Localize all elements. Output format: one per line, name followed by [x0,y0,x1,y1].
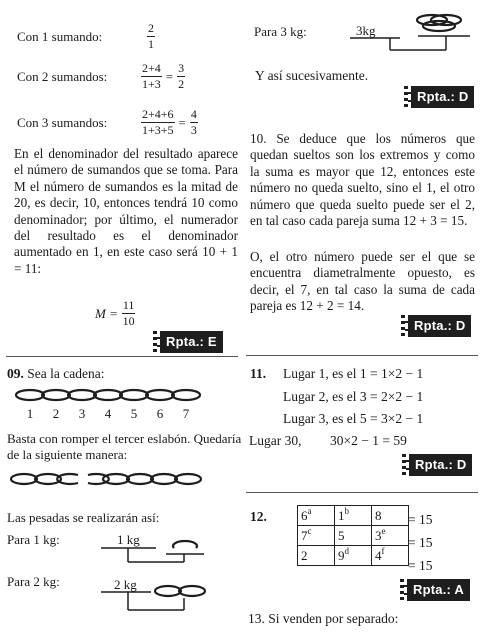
problem-13-text [248,611,398,627]
divider [6,356,238,357]
denominator: 1+3 [142,77,161,91]
para-2kg-label: Para 2 kg: [7,574,60,589]
cell-label: a [307,506,312,516]
balance-3kg [346,6,476,56]
weight-label: 3kg [356,23,376,38]
answer-badge: Rpta.: D [406,454,472,476]
grid-cell [372,506,409,526]
explanation-paragraph: En el denominador del resultado aparece el número de sumandos que se toma. Para M el número de sumandos es la mitad de 20, es decir, 10, entonces tendrá 10 como denominador; por último, el numerador del resultado es el denominador aumentado en 1, en este caso será 10 + 1 = 11: [14,146,238,276]
para-3kg-label: Para 3 kg: [254,24,307,39]
numerator: 2+4+6 [142,107,174,121]
fraction [122,299,136,328]
denominator: 1 [148,37,154,51]
problem-text: Sea la cadena: [27,366,105,381]
row-sum: = 15 [408,512,433,527]
para-1kg-label: Para 1 kg: [7,532,60,547]
cell-label: d [344,546,349,556]
chain-7-links [10,383,210,423]
cell-label: f [381,546,385,556]
chain-number: 1 [26,406,34,421]
problem-number: 09. [7,366,24,381]
label-1-sumando: Con 1 sumando: [17,28,103,44]
line-1-sumando [17,22,155,51]
numerator: 3 [178,61,185,75]
problem-11-number: 11. [250,366,267,381]
lugar-line: Lugar 3, es el 5 = 3×2 − 1 [283,411,424,426]
numerator: 4 [190,107,197,121]
equals-sign: = [165,68,174,84]
row-sum: = 15 [408,535,433,550]
cell-value: 1 [338,507,345,523]
row-sum: = 15 [408,558,433,573]
fraction [141,62,162,91]
cell-value: 8 [375,507,382,523]
balance-1kg [96,528,226,568]
line-3-sumandos [17,108,198,137]
chain-number: 7 [182,406,190,421]
denominator: 3 [190,123,197,137]
divider [246,355,478,356]
grid-cell [335,506,372,526]
chain-number: 2 [52,406,60,421]
m-equation [95,299,135,328]
cell-value: 7 [301,527,308,543]
label-3-sumandos: Con 3 sumandos: [17,114,108,130]
problem-10-paragraph: 10. Se deduce que los números que quedan sueltos son los extremos y como la suma es mayor que 12, entonces este número no queda suelto, sino el 1, el otro número que queda suelto puede ser el 2, en tal caso cada pareja suma 12 + 3 = 15. [250,131,475,229]
numerator: 11 [122,298,135,312]
grid-cell [335,526,372,546]
problem-13-heading: 13. Si venden por separado: [248,611,399,626]
grid-cell [372,546,409,566]
grid-row [298,506,409,526]
m-lhs: M = [95,305,118,321]
denominator: 2 [178,77,185,91]
chain-number: 5 [130,406,138,421]
grid-cell [298,526,335,546]
lugar-30-result: 30×2 − 1 = 59 [330,433,407,448]
problem-10-paragraph-2: O, el otro número puede ser el que se encuentra diametralmente opuesto, es decir, el 7, en tal caso la suma de cada pareja es 12 + 2 = 14. [250,249,475,314]
cell-label: c [307,526,312,536]
result-fraction [190,108,198,137]
problem-12-number: 12. [250,509,267,524]
grid-cell [372,526,409,546]
line-2-sumandos [17,62,185,91]
chain-number: 3 [78,406,86,421]
grid-cell [298,506,335,526]
cell-value: 3 [375,527,382,543]
chain-number: 4 [104,406,112,421]
cell-value: 2 [301,547,308,563]
grid-cell [335,546,372,566]
grid-row [298,526,409,546]
broken-chain [6,470,216,490]
chain-number: 6 [156,406,164,421]
fraction [141,108,175,137]
balance-2kg [96,568,226,618]
label-2-sumandos: Con 2 sumandos: [17,68,108,84]
lugar-30-label: Lugar 30, [249,433,302,448]
asi-sucesivamente: Y así sucesivamente. [255,68,369,83]
lugar-line: Lugar 2, es el 3 = 2×2 − 1 [283,389,424,404]
cell-value: 4 [375,547,382,563]
denominator: 10 [122,314,135,328]
pesadas-text: Las pesadas se realizarán así: [7,510,160,525]
answer-badge: Rpta.: D [408,86,474,108]
equals-sign: = [178,114,186,130]
fraction [147,22,155,51]
answer-badge: Rpta.: D [405,315,471,337]
lugar-line: Lugar 1, es el 1 = 1×2 − 1 [283,366,424,381]
grid-cell [298,546,335,566]
divider [246,492,478,493]
problem-09-explanation: Basta con romper el tercer eslabón. Quedaría de la siguiente manera: [7,431,242,462]
numerator: 2 [148,21,154,35]
cell-value: 9 [338,547,345,563]
numerator: 2+4 [142,61,161,75]
cell-value: 5 [338,527,345,543]
answer-badge: Rpta.: A [404,579,470,601]
cell-label: b [344,506,349,516]
cell-label: e [381,526,386,536]
answer-badge: Rpta.: E [157,331,223,353]
result-fraction [177,62,185,91]
grid-row [298,546,409,566]
denominator: 1+3+5 [142,123,174,137]
cell-value: 6 [301,507,308,523]
weight-label: 2 kg [114,577,137,592]
problem-09-heading [7,366,104,382]
weight-label: 1 kg [117,532,140,547]
magic-square-grid [297,505,409,566]
